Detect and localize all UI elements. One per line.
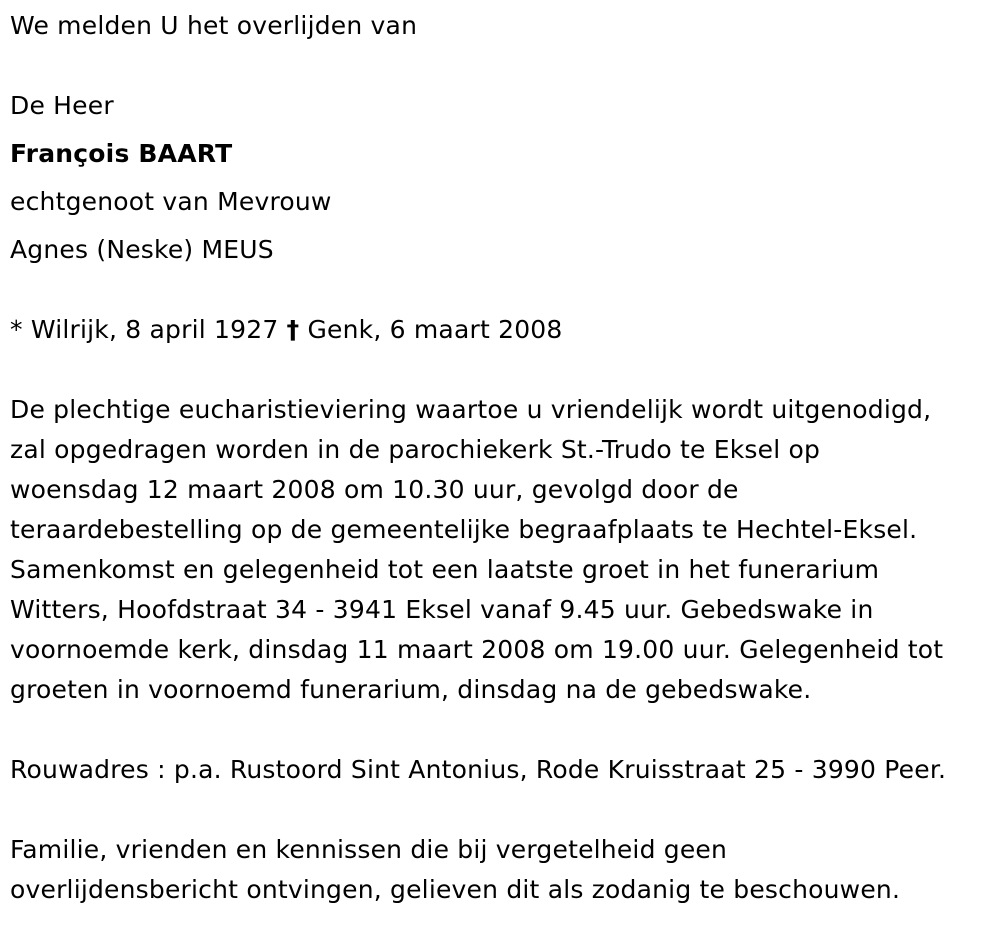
ceremony-line: teraardebestelling op de gemeentelijke begraafplaats te Hechtel-Eksel.	[10, 515, 918, 544]
closing-line: Familie, vrienden en kennissen die bij vergetelheid geen	[10, 835, 728, 864]
ceremony-line: De plechtige eucharistieviering waartoe u vriendelijk wordt uitgenodigd,	[10, 395, 932, 424]
ceremony-line: voornoemde kerk, dinsdag 11 maart 2008 om 19.00 uur. Gelegenheid tot	[10, 635, 944, 664]
ceremony-line: zal opgedragen worden in de parochiekerk St.-Trudo te Eksel op	[10, 435, 821, 464]
deceased-name: François BAART	[10, 139, 233, 168]
birth-info: * Wilrijk, 8 april 1927	[10, 315, 279, 344]
ceremony-line: Witters, Hoofdstraat 34 - 3941 Eksel vanaf 9.45 uur. Gebedswake in	[10, 595, 874, 624]
mourning-address: Rouwadres : p.a. Rustoord Sint Antonius, Rode Kruisstraat 25 - 3990 Peer.	[10, 755, 947, 784]
death-info: Genk, 6 maart 2008	[307, 315, 563, 344]
relation-text: echtgenoot van Mevrouw	[10, 187, 332, 216]
ceremony-line: Samenkomst en gelegenheid tot een laatste groet in het funerarium	[10, 555, 880, 584]
ceremony-line: woensdag 12 maart 2008 om 10.30 uur, gevolgd door de	[10, 475, 739, 504]
closing-line: overlijdensbericht ontvingen, gelieven dit als zodanig te beschouwen.	[10, 875, 901, 904]
life-dates	[10, 310, 563, 350]
salutation: De Heer	[10, 91, 114, 120]
cross-icon: †	[286, 315, 300, 344]
ceremony-line: groeten in voornoemd funerarium, dinsdag na de gebedswake.	[10, 675, 812, 704]
intro-text: We melden U het overlijden van	[10, 11, 418, 40]
spouse-name: Agnes (Neske) MEUS	[10, 235, 274, 264]
